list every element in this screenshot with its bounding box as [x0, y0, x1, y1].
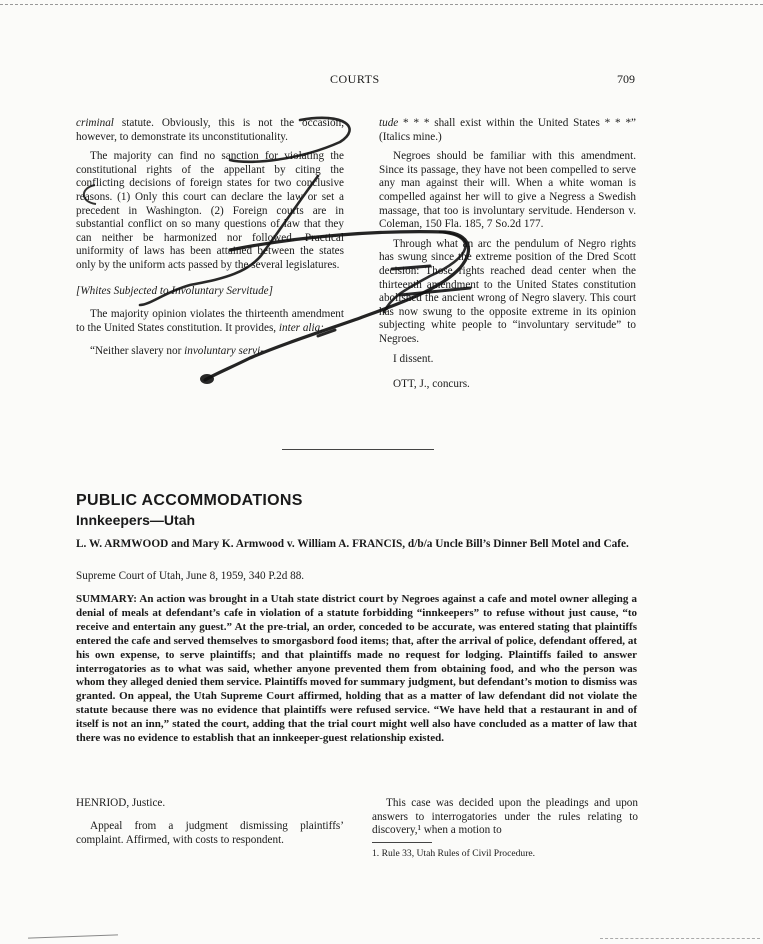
left-paragraph-3: [76, 308, 344, 335]
right-paragraph-2: Negroes should be familiar with this amendment. Since its passage, they have not been compelled to serve any man against their will. When a white woman is compelled against her will to give a Negress a Swedish massage, that too is involuntary servitude. Henderson v. Coleman, 150 Fla. 185, 7 So.2d 177.: [379, 150, 636, 231]
page-top-edge: [0, 4, 763, 5]
right-column: [379, 117, 636, 398]
italic-word: criminal: [76, 117, 114, 129]
paragraph-text: statute. Obviously, this is not the occasion, however, to demonstrate its unconstitutionality.: [76, 117, 344, 143]
paragraph-text: * * * shall exist within the United States * * *” (Italics mine.): [379, 117, 636, 143]
scan-mark: [28, 934, 118, 938]
footnote: 1. Rule 33, Utah Rules of Civil Procedure.: [372, 848, 536, 859]
case-citation: Supreme Court of Utah, June 8, 1959, 340 P.2d 88.: [76, 570, 305, 582]
page-bottom-edge: [600, 938, 760, 939]
page-number: 709: [617, 72, 635, 86]
right-paragraph-3: Through what an arc the pendulum of Negro rights has swung since the extreme position of the Dred Scott decision: Those rights reached dead center when the thirteenth amendment to the United States constitution abolished the ancient wrong of Negro slavery. This court has now swung to the opposite extreme in its opinion subjecting white people to “involuntary servitude” to Negroes.: [379, 237, 636, 345]
paragraph-text: “Neither slavery nor: [90, 345, 185, 358]
right-paragraph-1: [379, 117, 636, 144]
left-paragraph-4: [76, 345, 344, 359]
footnote-rule: [372, 842, 432, 843]
paragraph-text: The majority opinion violates the thirteenth amendment to the United States constitution. It provides,: [76, 308, 344, 334]
case-caption: L. W. ARMWOOD and Mary K. Armwood v. William A. FRANCIS, d/b/a Uncle Bill’s Dinner Bell Motel and Cafe.: [76, 538, 629, 550]
subheading: [Whites Subjected to Involuntary Servitude]: [76, 284, 273, 297]
running-header: COURTS: [330, 72, 380, 86]
case-summary: SUMMARY: An action was brought in a Utah state district court by Negroes against a cafe and motel owner alleging a denial of meals at defendant’s cafe in violation of a statute forbidding “innkeepers” to refuse without just cause, “to receive and entertain any guest.” At the pre-trial, an order, conceded to be accurate, was entered stating that plaintiffs entered the cafe and served themselves to smorgasbord food items; that, after the arrival of police, defendant offered, at his own expense, to serve plaintiffs; and that plaintiffs made no request for lodging. Plaintiffs failed to answer interrogatories as to what was said, whether anyone prevented them from obtaining food, and who the person was whom they alleged denied them service. Plaintiffs moved for summary judgment, but defendant’s motion to dismiss was granted. On appeal, the Utah Supreme Court affirmed, holding that as a matter of law defendant did not violate the statute because there was no evidence that plaintiffs were refused service. “We have held that a restaurant in and of itself is not an inn,” stated the court, adding that the trial court might well also have concluded as a matter of law that there was no evidence to establish that an innkeeper-guest relationship existed.: [76, 593, 637, 745]
italic-phrase: involuntary servi-: [184, 345, 264, 358]
ink-blot: [200, 374, 214, 384]
left-paragraph-1: [76, 117, 344, 144]
section-title: PUBLIC ACCOMMODATIONS: [76, 492, 303, 509]
section-divider: [282, 449, 434, 450]
italic-word: tude: [379, 117, 399, 129]
italic-phrase: inter alia:: [278, 321, 324, 334]
right-paragraph-4: I dissent.: [393, 352, 434, 365]
right-paragraph-5: OTT, J., concurs.: [393, 378, 470, 391]
opinion-text: Appeal from a judgment dismissing plaintiffs’ complaint. Affirmed, with costs to respondent.: [76, 820, 344, 846]
left-paragraph-2: The majority can find no sanction for violating the constitutional rights of the appellant by citing the conflicting decisions of foreign states for two conclusive reasons. (1) Only this court can declare the law or set a precedent in Washington. (2) Foreign courts are in substantial conflict on so many questions of law that they can neither be harmonized nor followed. Practical uniformity of laws has been attained between the states only by the uniform acts passed by the several legislatures.: [76, 150, 344, 271]
opinion-author: HENRIOD, Justice.: [76, 797, 166, 809]
section-subtitle: Innkeepers—Utah: [76, 512, 196, 528]
left-column: [76, 117, 344, 365]
opinion-continuation: This case was decided upon the pleadings and upon answers to interrogatories under the rules relating to discovery,¹ when a motion to: [372, 797, 638, 837]
